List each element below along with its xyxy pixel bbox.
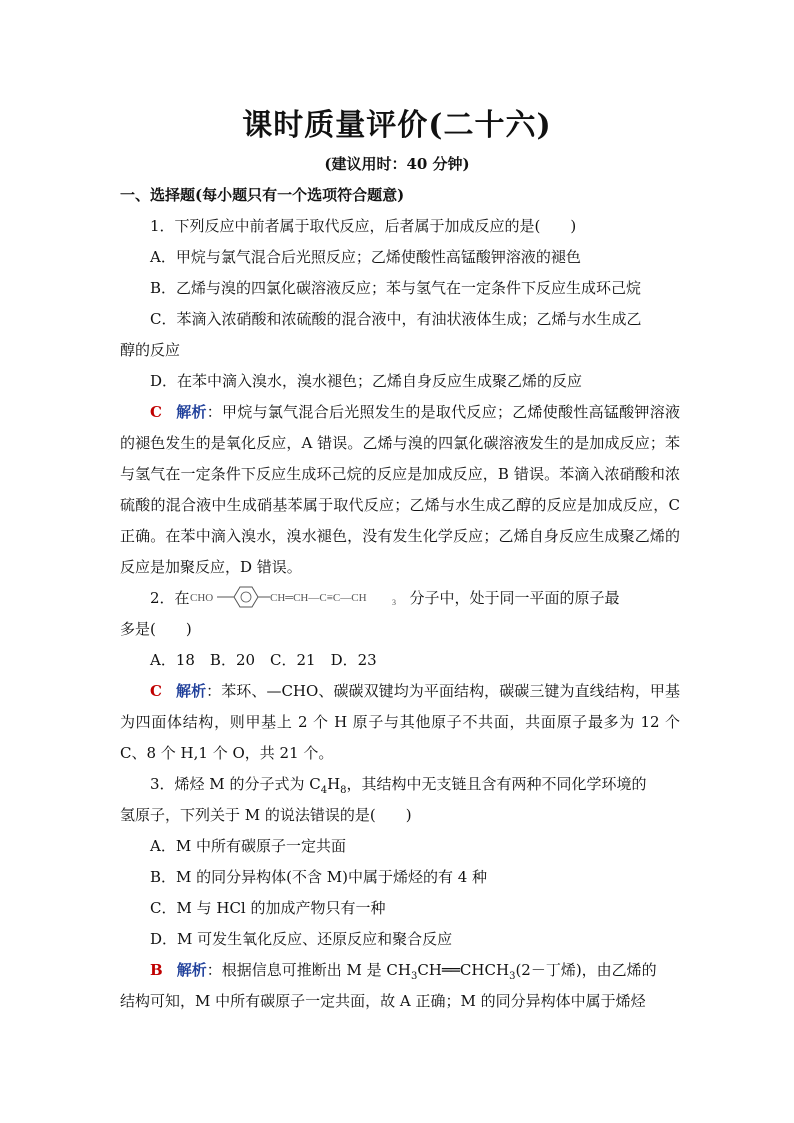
q3-answer: B xyxy=(150,961,163,979)
q3-analysis-part-a: ：根据信息可推断出 M 是 CH xyxy=(206,961,411,979)
q1-analysis xyxy=(120,397,680,583)
q3-stem xyxy=(120,769,680,800)
q2-stem-prefix: 2．在 xyxy=(150,589,190,607)
q2-options: A．18 B．20 C．21 D．23 xyxy=(150,651,377,669)
structure-chain-text: CH═CH—C≡C—CH xyxy=(269,592,367,604)
q2-stem-suffix: 分子中，处于同一平面的原子最 xyxy=(409,589,620,607)
q2-structure-diagram xyxy=(190,584,410,610)
q3-analysis-part-c: (2－丁烯)，由乙烯的 xyxy=(515,961,657,979)
q3-stem-part-c: ，其结构中无支链且含有两种不同化学环境的 xyxy=(346,775,647,793)
q3-stem-line2: 氢原子，下列关于 M 的说法错误的是( ) xyxy=(120,806,412,824)
q3-analysis xyxy=(120,955,680,986)
q1-answer: C xyxy=(150,403,162,421)
q1-option-c-line2: 醇的反应 xyxy=(120,341,181,359)
q3-analysis-label: 解析 xyxy=(176,961,207,979)
q1-option-c-line1: C．苯滴入浓硝酸和浓硫酸的混合液中，有油状液体生成；乙烯与水生成乙 xyxy=(150,310,642,328)
q3-stem-sub2: 8 xyxy=(340,785,347,796)
q3-analysis-part-b: CH══CHCH xyxy=(417,961,510,979)
q3-option-b: B．M 的同分异构体(不含 M)中属于烯烃的有 4 种 xyxy=(150,868,488,886)
q3-stem-part-a: 3．烯烃 M 的分子式为 C xyxy=(150,775,321,793)
q2-stem-line2: 多是( ) xyxy=(120,620,192,638)
page-title: 课时质量评价(二十六) xyxy=(242,108,552,143)
q1-analysis-text: ：甲烷与氯气混合后光照发生的是取代反应；乙烯使酸性高锰酸钾溶液的褪色发生的是氧化反应，A 错误。乙烯与溴的四氯化碳溶液发生的是加成反应；苯与氢气在一定条件下反应生成环己烷的反应是加成反应，B 错误。苯滴入浓硝酸和浓硫酸的混合液中生成硝基苯属于取代反应；乙烯与水生成乙醇的反应是加成反应，C 正确。在苯中滴入溴水，溴水褪色，没有发生化学反应；乙烯自身反应生成聚乙烯的反应是加聚反应，D 错误。 xyxy=(120,403,680,576)
section-heading: 一、选择题(每小题只有一个选项符合题意) xyxy=(120,186,405,204)
q3-option-c: C．M 与 HCl 的加成产物只有一种 xyxy=(150,899,386,917)
q2-analysis xyxy=(120,676,680,769)
q2-answer: C xyxy=(150,682,162,700)
q3-option-d: D．M 可发生氧化反应、还原反应和聚合反应 xyxy=(150,930,453,948)
q3-analysis-line2: 结构可知，M 中所有碳原子一定共面，故 A 正确；M 的同分异构体中属于烯烃 xyxy=(120,992,646,1010)
structure-subscript: 3 xyxy=(391,598,396,607)
q1-option-a: A．甲烷与氯气混合后光照反应；乙烯使酸性高锰酸钾溶液的褪色 xyxy=(150,248,581,266)
content-body xyxy=(120,180,680,1017)
q3-stem-sub1: 4 xyxy=(320,785,328,796)
q2-stem xyxy=(120,583,680,614)
q1-option-d: D．在苯中滴入溴水，溴水褪色；乙烯自身反应生成聚乙烯的反应 xyxy=(150,372,583,390)
q2-analysis-label: 解析 xyxy=(175,682,207,700)
q2-analysis-text: ：苯环、—CHO、碳碳双键均为平面结构，碳碳三键为直线结构，甲基为四面体结构，则甲基上 2 个 H 原子与其他原子不共面，共面原子最多为 12 个 C、8 个 H,1 个 O，共 21 个。 xyxy=(120,682,680,762)
q3-analysis-sub1: 3 xyxy=(410,971,418,982)
q1-stem: 1．下列反应中前者属于取代反应，后者属于加成反应的是( ) xyxy=(150,217,577,235)
structure-cho-text: CHO xyxy=(189,592,213,604)
q3-analysis-sub2: 3 xyxy=(509,971,516,982)
q3-option-a: A．M 中所有碳原子一定共面 xyxy=(150,837,346,855)
time-suggestion: (建议用时：40 分钟) xyxy=(324,155,470,173)
q1-option-b: B．乙烯与溴的四氯化碳溶液反应；苯与氢气在一定条件下反应生成环己烷 xyxy=(150,279,642,297)
q1-analysis-label: 解析 xyxy=(175,403,207,421)
q3-stem-part-b: H xyxy=(327,775,341,793)
